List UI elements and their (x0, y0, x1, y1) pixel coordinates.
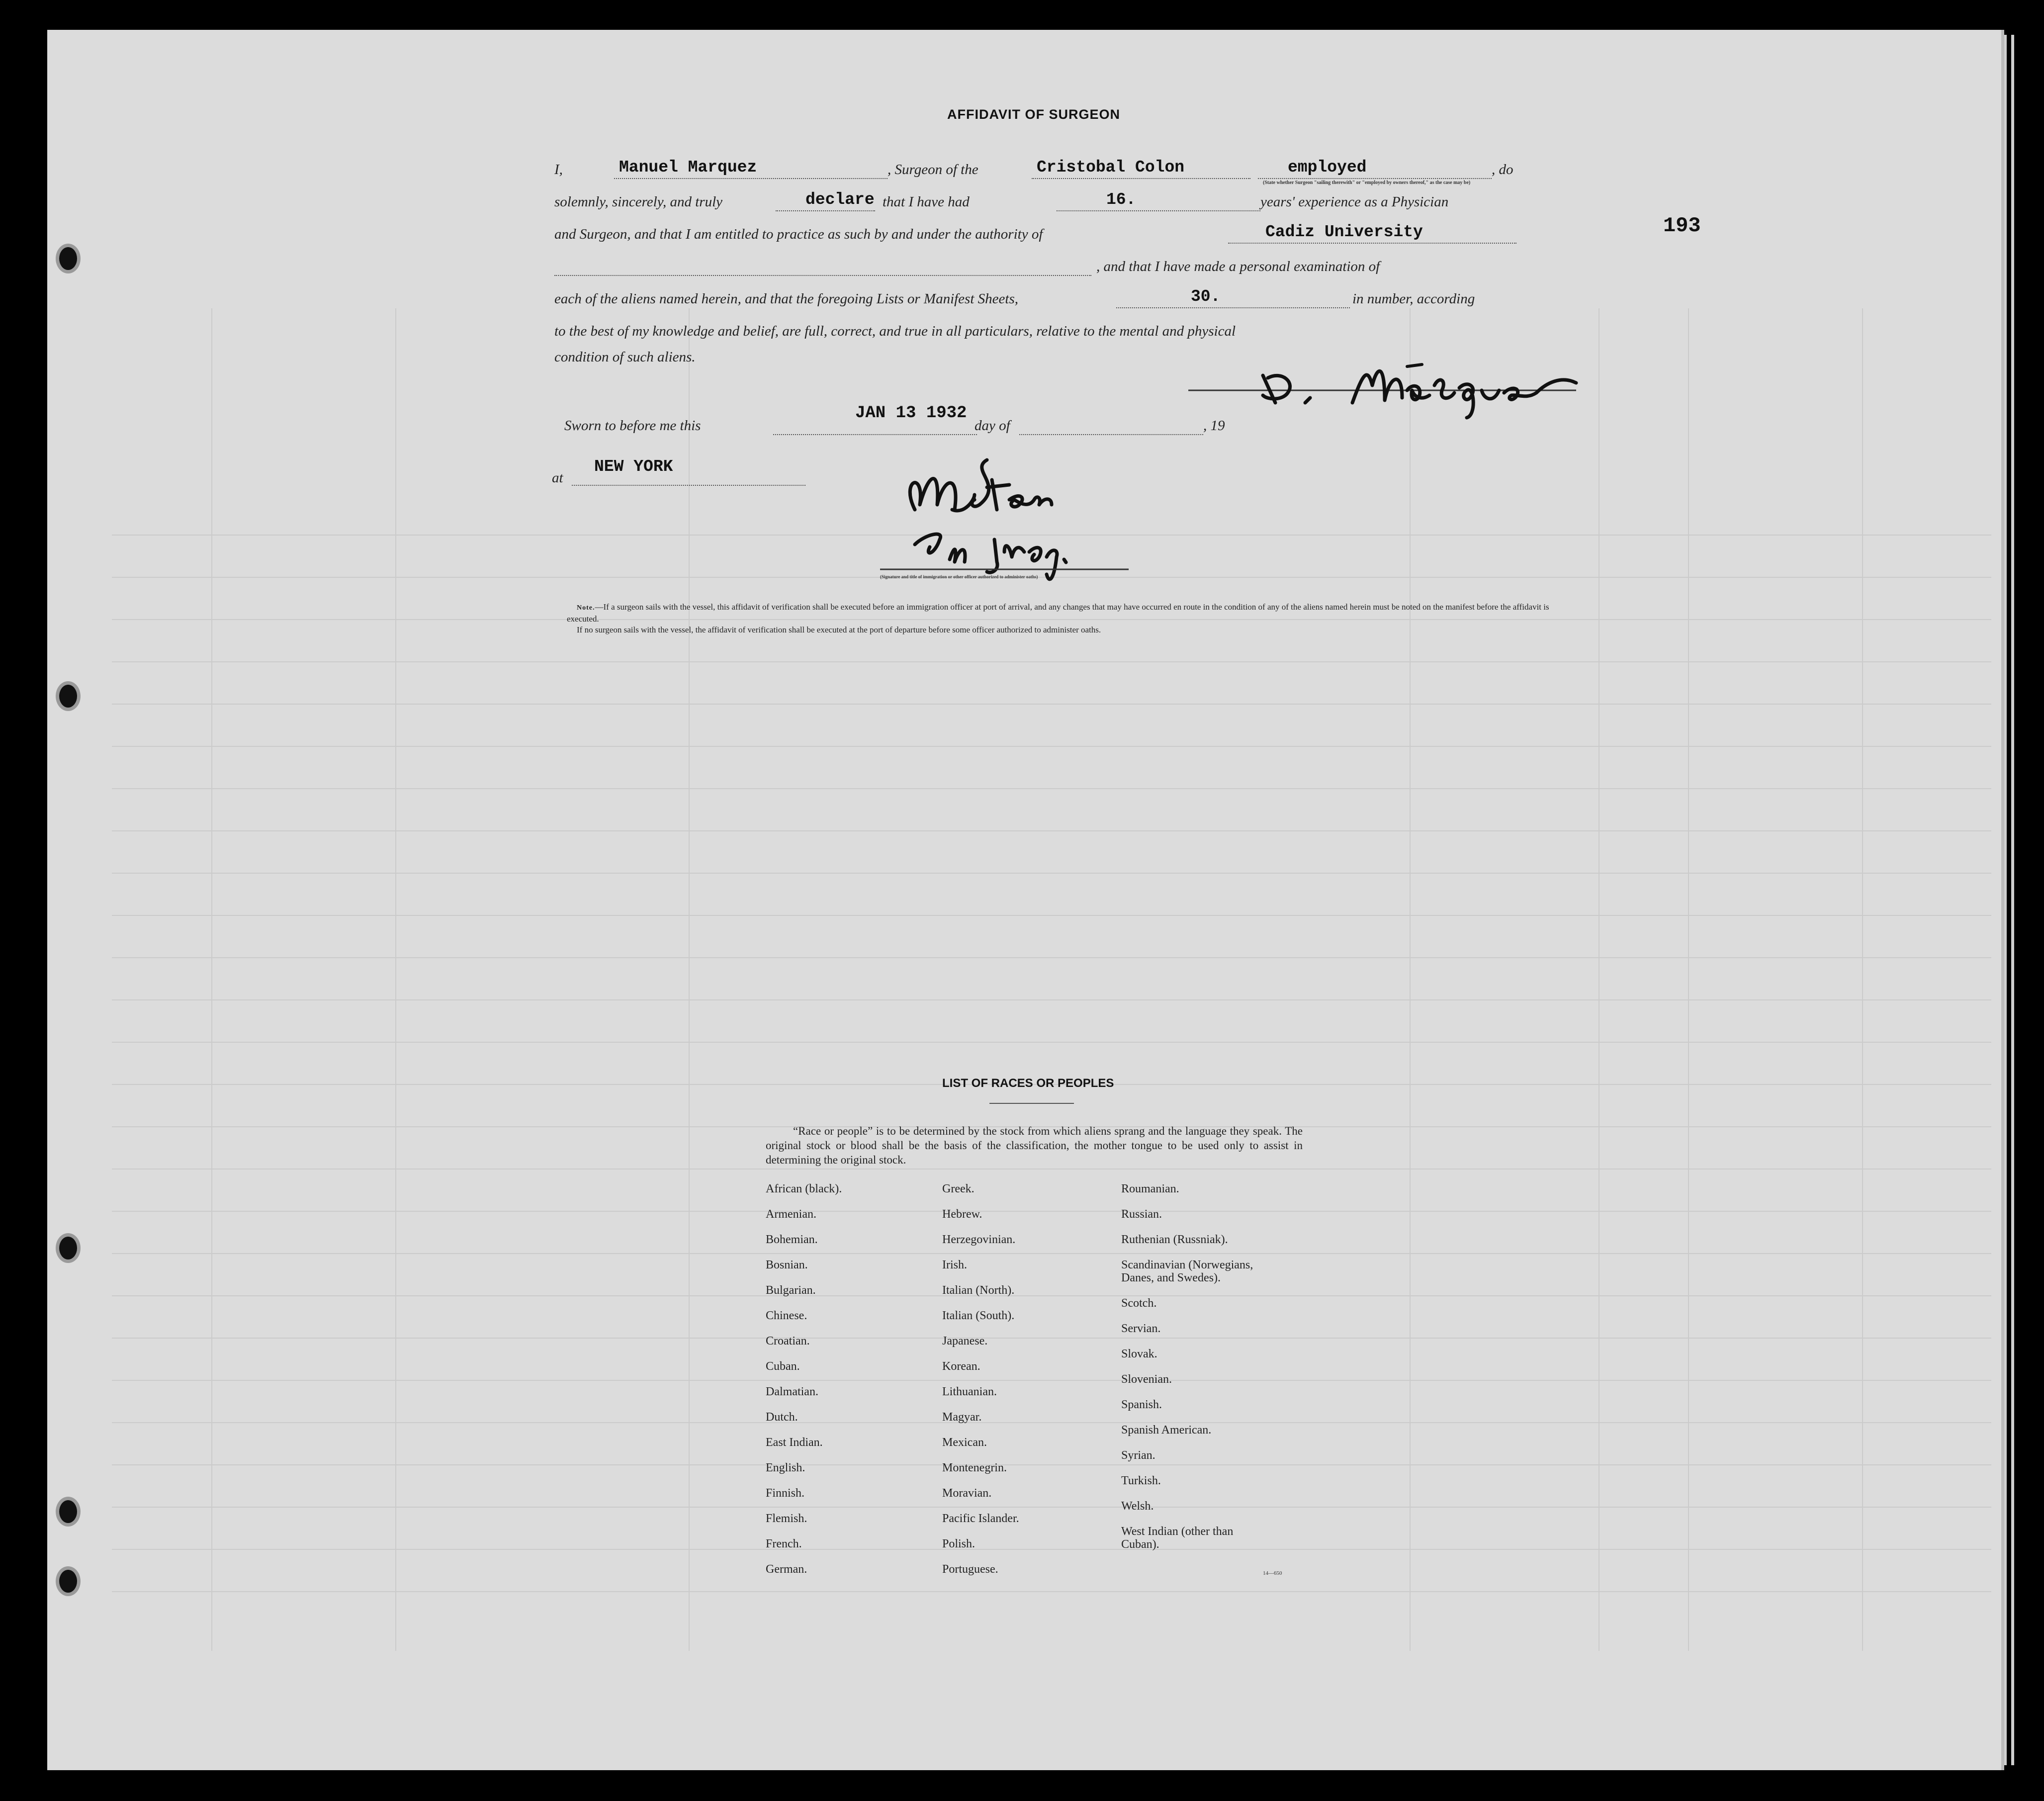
race-item: Croatian. (766, 1335, 810, 1348)
races-title-rule (989, 1103, 1074, 1104)
race-item: French. (766, 1537, 802, 1550)
race-item: Magyar. (942, 1411, 982, 1424)
race-item: Servian. (1121, 1322, 1161, 1335)
race-item: African (black). (766, 1182, 842, 1195)
race-item: English. (766, 1461, 805, 1474)
surgeon-name: Manuel Marquez (619, 158, 757, 177)
race-item: Polish. (942, 1537, 976, 1550)
line2-suffix: years' experience as a Physician (1260, 194, 1449, 210)
race-item: Spanish. (1121, 1398, 1162, 1411)
race-item: East Indian. (766, 1436, 823, 1449)
race-item: Moravian. (942, 1487, 992, 1500)
affidavit-note (567, 602, 1556, 635)
note-paragraph-1: —If a surgeon sails with the vessel, this affidavit of verification shall be executed before an immigration officer at port of arrival, and any changes that may have occurred en route in the condition of any of the aliens named herein must be noted on the manifest before the affidavit is executed. (567, 602, 1549, 624)
race-item: West Indian (other than Cuban). (1121, 1525, 1234, 1551)
race-item: Cuban. (766, 1360, 800, 1373)
binder-hole (56, 1233, 81, 1263)
binder-hole (56, 681, 81, 711)
years-experience: 16. (1106, 190, 1136, 209)
race-item: Armenian. (766, 1208, 816, 1221)
line2-mid: that I have had (883, 194, 970, 210)
binder-hole (56, 1497, 81, 1527)
officer-caption: (Signature and title of immigration or other officer authorized to administer oaths) (880, 574, 1038, 579)
declaration-verb: declare (805, 190, 875, 209)
line5-suffix: in number, according (1352, 291, 1475, 307)
line3-prefix: and Surgeon, and that I am entitled to practice as such by and under the authority of (554, 226, 1043, 242)
race-item: Ruthenian (Russniak). (1121, 1233, 1228, 1246)
page-number: 193 (1663, 214, 1701, 238)
vessel-name: Cristobal Colon (1037, 158, 1185, 177)
at-label: at (552, 470, 563, 486)
race-item: Russian. (1121, 1208, 1162, 1221)
races-title: LIST OF RACES OR PEOPLES (942, 1077, 1114, 1090)
line1-suffix: , do (1492, 162, 1513, 178)
manifest-page (47, 30, 2004, 1770)
form-number: 14—650 (1263, 1570, 1282, 1576)
note-label: Note. (577, 604, 595, 612)
line2-prefix: solemnly, sincerely, and truly (554, 194, 723, 210)
race-item: Scotch. (1121, 1297, 1157, 1310)
officer-signature (880, 450, 1139, 589)
page-edge (2011, 35, 2014, 1765)
races-column-2 (942, 1182, 1019, 1588)
race-item: Hebrew. (942, 1208, 982, 1221)
race-item: Slovak. (1121, 1348, 1157, 1360)
line6-text: to the best of my knowledge and belief, are full, correct, and true in all particulars, relative to the mental and physical (554, 323, 1236, 339)
race-item: Slovenian. (1121, 1373, 1172, 1386)
race-item: Bulgarian. (766, 1284, 816, 1297)
race-item: German. (766, 1563, 807, 1576)
status-instruction: (State whether Surgeon "sailing therewith" or "employed by owners thereof," as the case may be) (1263, 180, 1471, 185)
year-label: , 19 (1203, 418, 1225, 434)
races-column-3 (1121, 1182, 1253, 1563)
race-item: Montenegrin. (942, 1461, 1007, 1474)
race-item: Lithuanian. (942, 1385, 997, 1398)
race-item: Italian (North). (942, 1284, 1015, 1297)
sworn-place: NEW YORK (594, 457, 673, 476)
race-item: Turkish. (1121, 1474, 1161, 1487)
surgeon-status: employed (1288, 158, 1367, 177)
licensing-authority: Cadiz University (1265, 223, 1423, 241)
race-item: Greek. (942, 1182, 975, 1195)
line1-mid: , Surgeon of the (888, 162, 978, 178)
race-item: Portuguese. (942, 1563, 998, 1576)
race-item: Dalmatian. (766, 1385, 818, 1398)
sworn-prefix: Sworn to before me this (564, 418, 701, 434)
race-item: Pacific Islander. (942, 1512, 1019, 1525)
race-item: Dutch. (766, 1411, 798, 1424)
races-intro: “Race or people” is to be determined by the stock from which aliens sprang and the language they speak. The original stock or blood shall be the basis of the classification, the mother tongue to be used only to assist in determining the original stock. (766, 1125, 1303, 1166)
sworn-date-stamp: JAN 13 1932 (855, 404, 967, 423)
race-item: Scandinavian (Norwegians, Danes, and Swedes). (1121, 1259, 1253, 1284)
sheet-count: 30. (1191, 287, 1221, 306)
race-item: Japanese. (942, 1335, 988, 1348)
day-of-label: day of (975, 418, 1010, 434)
surgeon-signature (1188, 356, 1596, 420)
note-paragraph-2: If no surgeon sails with the vessel, the affidavit of verification shall be executed at the port of departure before some officer authorized to administer oaths. (577, 625, 1101, 634)
race-item: Bosnian. (766, 1259, 808, 1271)
affidavit-title: AFFIDAVIT OF SURGEON (947, 107, 1120, 122)
race-item: Welsh. (1121, 1500, 1154, 1513)
race-item: Herzegovinian. (942, 1233, 1016, 1246)
binder-hole (56, 244, 81, 273)
race-item: Roumanian. (1121, 1182, 1179, 1195)
binder-hole (56, 1566, 81, 1596)
race-item: Mexican. (942, 1436, 987, 1449)
race-item: Korean. (942, 1360, 980, 1373)
line7-text: condition of such aliens. (554, 349, 696, 365)
race-item: Chinese. (766, 1309, 807, 1322)
race-item: Syrian. (1121, 1449, 1155, 1462)
race-item: Irish. (942, 1259, 967, 1271)
line1-prefix: I, (554, 162, 563, 178)
race-item: Italian (South). (942, 1309, 1015, 1322)
races-column-1 (766, 1182, 842, 1588)
race-item: Bohemian. (766, 1233, 818, 1246)
race-item: Spanish American. (1121, 1424, 1212, 1437)
line4-text: , and that I have made a personal examination of (1096, 259, 1380, 274)
race-item: Finnish. (766, 1487, 805, 1500)
race-item: Flemish. (766, 1512, 807, 1525)
line5-prefix: each of the aliens named herein, and that the foregoing Lists or Manifest Sheets, (554, 291, 1018, 307)
